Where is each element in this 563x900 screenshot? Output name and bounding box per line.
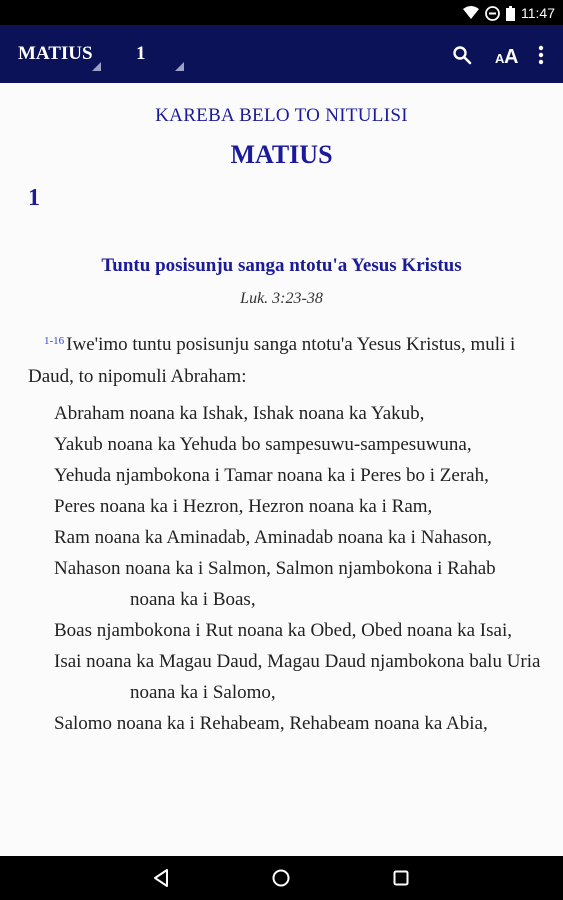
scripture-view[interactable] [0, 83, 563, 856]
poetry-line: Nahason noana ka i Salmon, Salmon njambokona i Rahab noana ka i Boas, [54, 558, 496, 610]
status-icons [463, 3, 555, 23]
section-heading: Tuntu posisunju sanga ntotu'a Yesus Kristus [101, 255, 462, 276]
poetry-line: Salomo noana ka i Rehabeam, Rehabeam noana ka Abia, [54, 713, 488, 734]
chapter-number-selected: 1 [136, 43, 146, 64]
book-subtitle: KAREBA BELO TO NITULISI [155, 105, 408, 126]
poetry-line: Peres noana ka i Hezron, Hezron noana ka i Ram, [54, 496, 433, 517]
wifi-icon [463, 6, 479, 20]
verse-text: Iwe'imo tuntu posisunju sanga ntotu'a Yesus Kristus, muli i Daud, to nipomuli Abraham: [28, 334, 516, 387]
verse-paragraph[interactable] [28, 329, 548, 393]
home-icon[interactable] [269, 866, 293, 890]
book-title: MATIUS [230, 140, 333, 169]
book-dropdown-icon[interactable] [92, 62, 101, 71]
poetry-line: Yakub noana ka Yehuda bo sampesuwu-sampesuwuna, [54, 434, 472, 455]
verse-number: 1-16 [44, 335, 65, 347]
status-time: 11:47 [521, 5, 555, 21]
poetry-line: Isai noana ka Magau Daud, Magau Daud njambokona balu Uria noana ka i Salomo, [54, 651, 541, 703]
recents-icon[interactable] [389, 866, 413, 890]
cross-reference[interactable]: Luk. 3:23-38 [240, 290, 323, 307]
poetry-line: Abraham noana ka Ishak, Ishak noana ka Yakub, [54, 403, 425, 424]
back-icon[interactable] [149, 866, 173, 890]
svg-text:A: A [504, 46, 519, 66]
battery-icon [506, 6, 515, 21]
more-vert-icon[interactable] [526, 40, 556, 70]
svg-text:A: A [495, 51, 505, 66]
do-not-disturb-icon [485, 6, 500, 21]
navigation-bar [0, 856, 563, 900]
genealogy-poetry [54, 398, 544, 739]
poetry-line: Ram noana ka Aminadab, Aminadab noana ka i Nahason, [54, 527, 492, 548]
poetry-line: Yehuda njambokona i Tamar noana ka i Peres bo i Zerah, [54, 465, 489, 486]
chapter-dropdown-icon[interactable] [175, 62, 184, 71]
poetry-line: Boas njambokona i Rut noana ka Obed, Obed noana ka Isai, [54, 620, 512, 641]
chapter-number: 1 [28, 185, 40, 211]
book-name: MATIUS [18, 43, 93, 64]
search-icon[interactable] [447, 40, 477, 70]
book-selector[interactable] [18, 43, 93, 65]
app-toolbar [0, 25, 563, 83]
text-size-icon[interactable] [492, 40, 522, 70]
chapter-selector[interactable] [136, 43, 146, 65]
status-bar [0, 0, 563, 25]
